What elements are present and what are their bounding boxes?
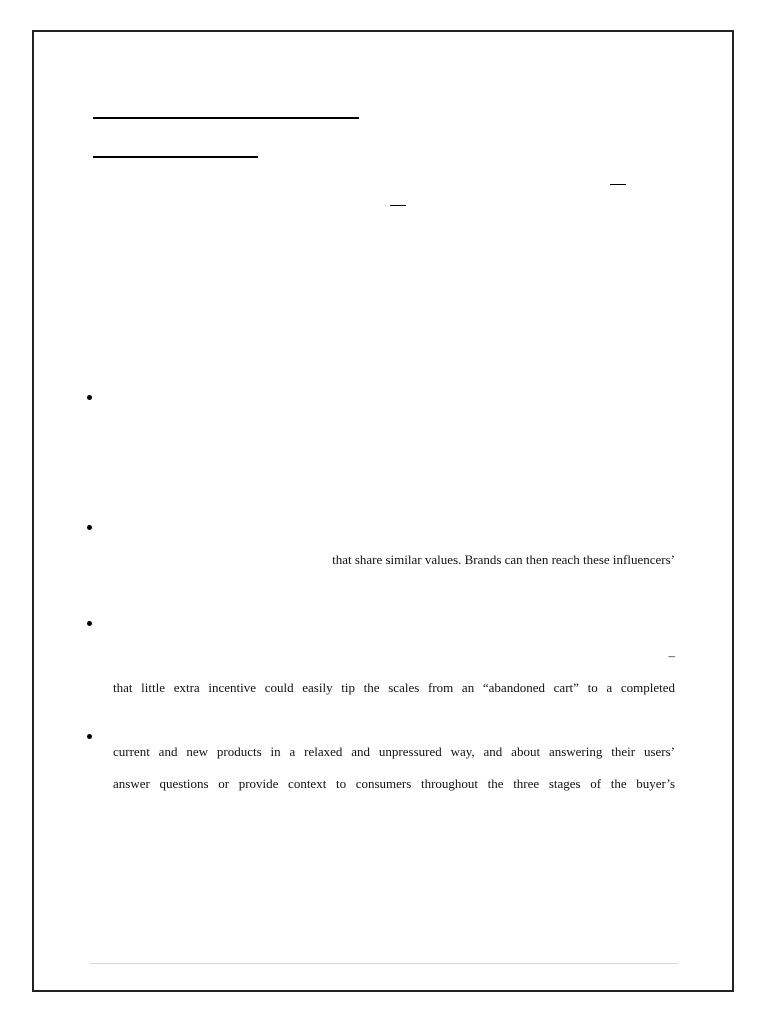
heading-rule-1 [93, 117, 359, 119]
bullet-point [87, 731, 95, 739]
paragraph-line: that little extra incentive could easily tip the scales from an “abandoned cart” to a completed [113, 680, 675, 695]
bullet-point [87, 618, 95, 626]
footer-divider [90, 963, 678, 964]
bullet-point [87, 392, 95, 400]
paragraph-line: that share similar values. Brands can then reach these influencers’ [332, 552, 675, 567]
dash-glyph: – [668, 648, 675, 663]
paragraph-line: current and new products in a relaxed and unpressured way, and about answering their users’ [113, 744, 675, 759]
dash-mark-2 [390, 205, 406, 206]
heading-rule-2 [93, 156, 258, 158]
document-page [32, 30, 734, 992]
paragraph-line: answer questions or provide context to consumers throughout the three stages of the buyer’s [113, 776, 675, 791]
dash-mark-1 [610, 184, 626, 185]
bullet-point [87, 522, 95, 530]
